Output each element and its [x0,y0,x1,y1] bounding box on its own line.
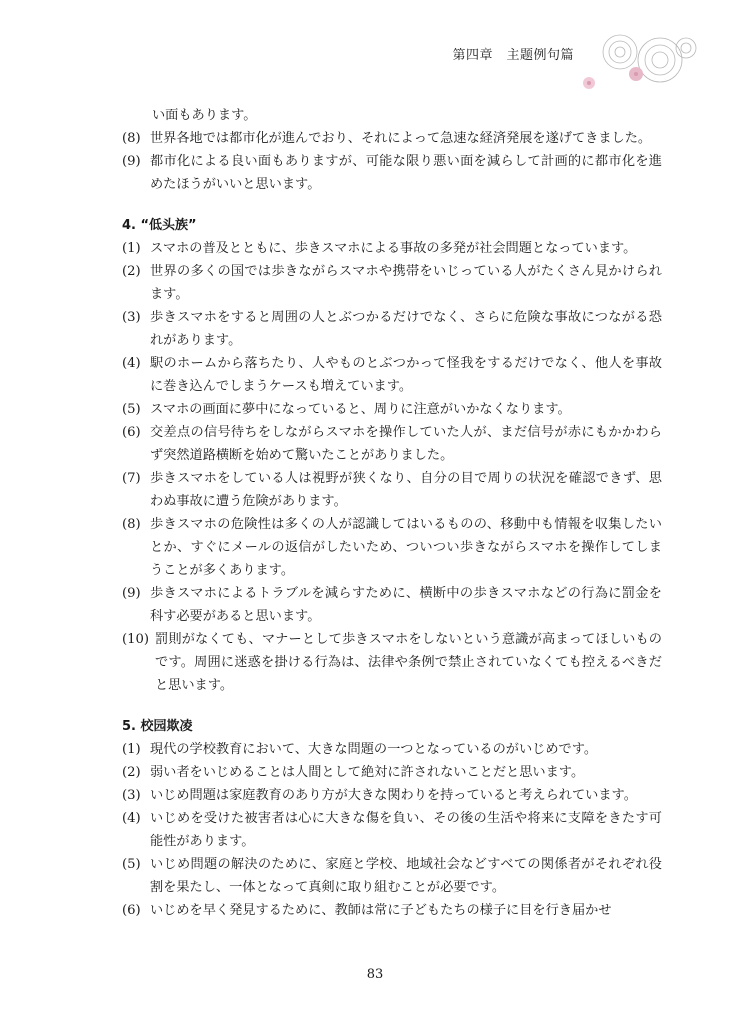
list-item [122,352,662,398]
list-item [122,398,662,421]
list-item [122,628,662,697]
section-title: 4. “低头族” [122,218,197,233]
list-item [122,784,662,807]
item-text: スマホの普及とともに、歩きスマホによる事故の多発が社会問題となっています。 [150,241,637,256]
list-item [122,807,662,853]
item-number: (1) [122,742,141,757]
item-number: (8) [122,517,141,532]
section-title: 5. 校园欺凌 [122,719,193,734]
item-text: いじめ問題は家庭教育のあり方が大きな関わりを持っていると考えられています。 [150,788,637,803]
continuation-line: い面もあります。 [152,108,257,123]
item-number: (2) [122,765,141,780]
item-number: (5) [122,857,141,872]
item-text: いじめを受けた被害者は心に大きな傷を負い、その後の生活や将来に支障をきたす可能性があります。 [150,811,662,849]
item-text: 歩きスマホによるトラブルを減らすために、横断中の歩きスマホなどの行為に罰金を科す必要があると思います。 [150,586,662,624]
item-number: (9) [122,586,141,601]
list-item [122,150,662,196]
page-number: 83 [366,967,384,982]
item-text: 弱い者をいじめることは人間として絶対に許されないことだと思います。 [150,765,585,780]
item-number: (1) [122,241,141,256]
item-text: 現代の学校教育において、大きな問題の一つとなっているのがいじめです。 [150,742,598,757]
item-number: (4) [122,811,141,826]
item-number: (8) [122,131,141,146]
item-number: (2) [122,264,141,279]
item-number: (3) [122,310,141,325]
list-item [122,513,662,582]
list-item [122,761,662,784]
item-number: (10) [122,632,150,647]
item-text: スマホの画面に夢中になっていると、周りに注意がいかなくなります。 [150,402,571,417]
main-content [122,104,662,922]
item-number: (9) [122,154,141,169]
item-text: 都市化による良い面もありますが、可能な限り悪い面を減らして計画的に都市化を進めたほうがいいと思います。 [150,154,662,192]
item-text: 世界の多くの国では歩きながらスマホや携帯をいじっている人がたくさん見かけられます。 [150,264,662,302]
item-text: 歩きスマホをすると周囲の人とぶつかるだけでなく、さらに危険な事故につながる恐れがあります。 [150,310,662,348]
item-text: 駅のホームから落ちたり、人やものとぶつかって怪我をするだけでなく、他人を事故に巻き込んでしまうケースも増えています。 [150,356,662,394]
item-number: (4) [122,356,141,371]
section [122,214,662,697]
item-text: 交差点の信号待ちをしながらスマホを操作していた人が、まだ信号が赤にもかかわらず突然道路横断を始めて驚いたことがありました。 [150,425,662,463]
list-item [122,306,662,352]
item-text: 歩きスマホの危険性は多くの人が認識してはいるものの、移動中も情報を収集したいとか、すぐにメールの返信がしたいため、ついつい歩きながらスマホを操作してしまうことが多くあります。 [150,517,662,578]
item-text: いじめ問題の解決のために、家庭と学校、地域社会などすべての関係者がそれぞれ役割を果たし、一体となって真剣に取り組むことが必要です。 [150,857,662,895]
item-text: 世界各地では都市化が進んでおり、それによって急速な経済発展を遂げてきました。 [150,131,652,146]
list-item [122,738,662,761]
list-item [122,899,662,922]
list-item [122,467,662,513]
list-item [122,853,662,899]
item-list-before [122,127,662,196]
chapter-header: 第四章 主题例句篇 [452,48,574,63]
item-text: 罰則がなくても、マナーとして歩きスマホをしないという意識が高まってほしいものです。周囲に迷惑を掛ける行為は、法律や条例で禁止されていなくても控えるべきだと思います。 [155,632,662,693]
item-number: (3) [122,788,141,803]
list-item [122,260,662,306]
item-number: (6) [122,903,141,918]
section-list [122,214,662,922]
flower-decoration-icon [548,28,698,100]
section [122,715,662,922]
item-number: (6) [122,425,141,440]
list-item [122,127,662,150]
item-number: (7) [122,471,141,486]
item-text: 歩きスマホをしている人は視野が狭くなり、自分の目で周りの状況を確認できず、思わぬ事故に遭う危険があります。 [150,471,662,509]
list-item [122,582,662,628]
list-item [122,237,662,260]
item-text: いじめを早く発見するために、教師は常に子どもたちの様子に目を行き届かせ [150,903,612,918]
item-number: (5) [122,402,141,417]
list-item [122,421,662,467]
